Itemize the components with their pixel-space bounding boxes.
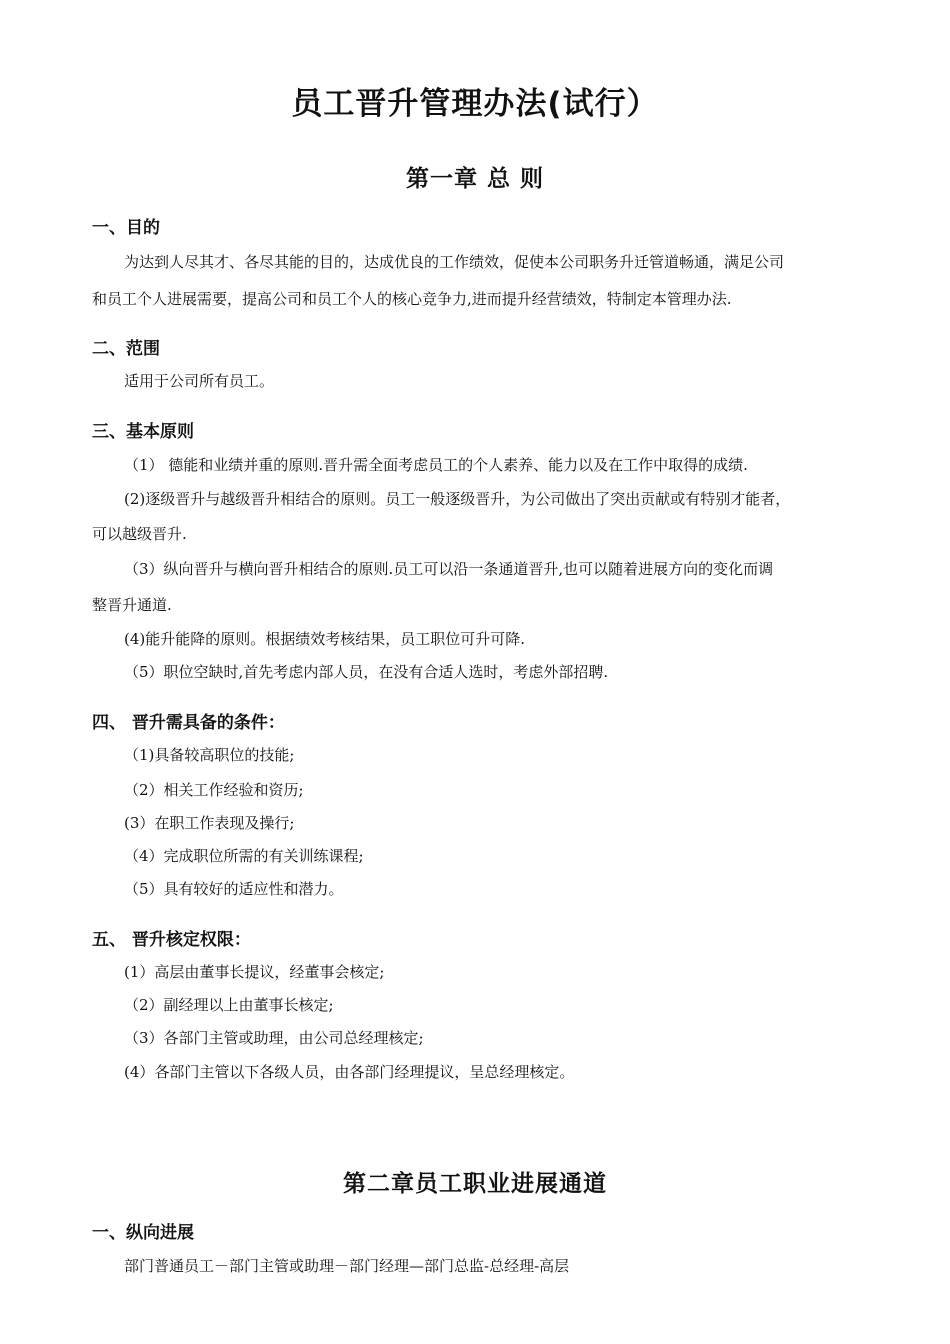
list-item: （1)具备较高职位的技能;	[124, 746, 295, 764]
list-item: （5）职位空缺时,首先考虑内部人员，在没有合适人选时，考虑外部招聘.	[124, 663, 609, 681]
list-item-continuation: 可以越级晋升.	[92, 525, 187, 543]
list-item: （3）各部门主管或助理，由公司总经理核定;	[124, 1029, 424, 1047]
paragraph-line: 适用于公司所有员工。	[124, 372, 275, 390]
list-item: （5）具有较好的适应性和潜力。	[124, 880, 344, 898]
paragraph-line: 为达到人尽其才、各尽其能的目的，达成优良的工作绩效，促使本公司职务升迁管道畅通，满足公司	[124, 253, 785, 271]
list-item-continuation: 整晋升通道.	[92, 596, 172, 614]
paragraph-line: 和员工个人进展需要，提高公司和员工个人的核心竞争力,进而提升经营绩效，特制定本管理办法.	[92, 290, 732, 308]
list-item: (4)能升能降的原则。根据绩效考核结果，员工职位可升可降.	[124, 630, 526, 648]
paragraph-line: 部门普通员工－部门主管或助理－部门经理—部门总监-总经理-高层	[124, 1257, 570, 1275]
document-title: 员工晋升管理办法(试行）	[291, 86, 659, 122]
chapter-1-title: 第一章 总 则	[405, 166, 544, 192]
section-heading-scope: 二、范围	[92, 339, 160, 359]
list-item: (4）各部门主管以下各级人员，由各部门经理提议，呈总经理核定。	[124, 1063, 575, 1081]
section-heading-authority: 五、 晋升核定权限：	[92, 930, 251, 950]
list-item: （2）副经理以上由董事长核定;	[124, 996, 334, 1014]
list-item: （4）完成职位所需的有关训练课程;	[124, 847, 364, 865]
list-item: (1）高层由董事长提议，经董事会核定;	[124, 963, 385, 981]
list-item: （1） 德能和业绩并重的原则.晋升需全面考虑员工的个人素养、能力以及在工作中取得的成绩.	[124, 456, 748, 474]
section-heading-purpose: 一、目的	[92, 218, 160, 238]
section-heading-principles: 三、基本原则	[92, 422, 194, 442]
list-item: （2）相关工作经验和资历;	[124, 781, 304, 799]
list-item: (3）在职工作表现及操行;	[124, 814, 295, 832]
section-heading-vertical-development: 一、纵向进展	[92, 1223, 194, 1243]
list-item: (2)逐级晋升与越级晋升相结合的原则。员工一般逐级晋升，为公司做出了突出贡献或有特别才能者，	[124, 490, 791, 508]
list-item: （3）纵向晋升与横向晋升相结合的原则.员工可以沿一条通道晋升,也可以随着进展方向的变化而调	[124, 560, 774, 578]
chapter-2-title: 第二章员工职业进展通道	[343, 1171, 607, 1197]
section-heading-conditions: 四、 晋升需具备的条件：	[92, 713, 285, 733]
